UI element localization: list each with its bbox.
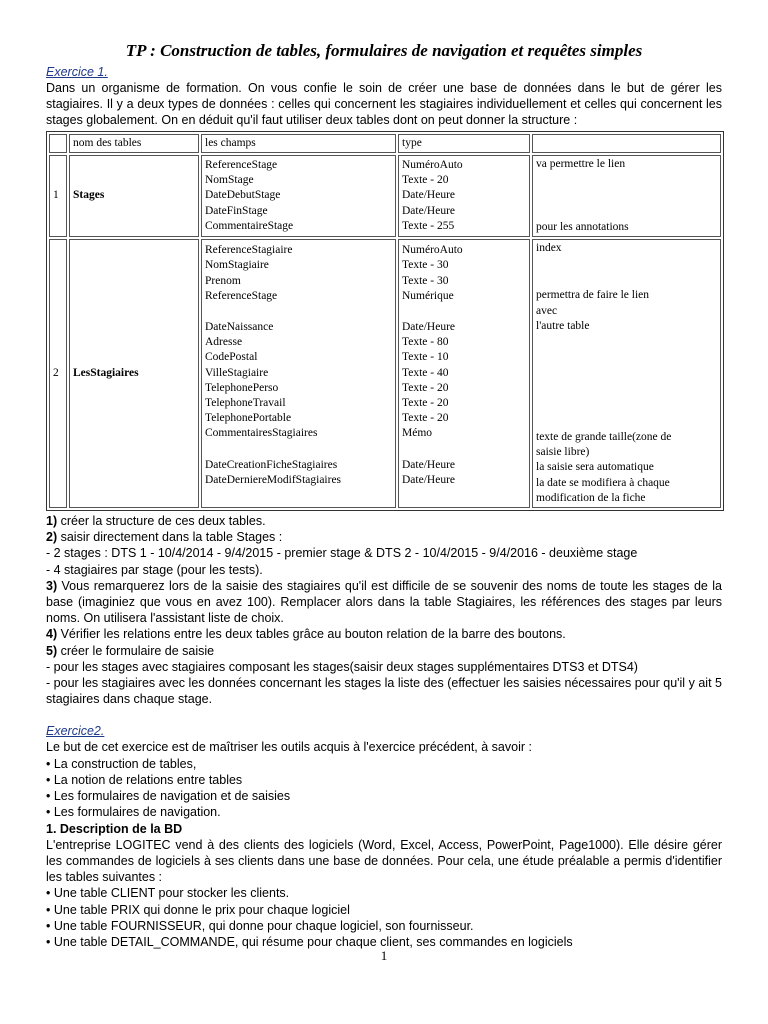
field-note-empty bbox=[536, 350, 717, 366]
field-note-empty bbox=[536, 382, 717, 398]
table-header-row bbox=[49, 134, 721, 153]
exercise-2-bullet: • La notion de relations entre tables bbox=[46, 772, 243, 787]
field-name: DateNaissance bbox=[205, 321, 274, 334]
types-cell-stagiaires bbox=[398, 239, 530, 508]
field-note: modification de la fiche bbox=[536, 491, 646, 504]
question-2 bbox=[46, 529, 722, 545]
table-row-stagiaires bbox=[49, 239, 721, 508]
field-name: CodePostal bbox=[205, 351, 258, 364]
field-name: Prenom bbox=[205, 274, 241, 287]
field-type: Texte - 20 bbox=[402, 397, 449, 410]
field-note-empty bbox=[536, 272, 717, 288]
field-note-empty bbox=[536, 334, 717, 350]
field-note: saisie libre) bbox=[536, 446, 590, 459]
field-note-empty bbox=[536, 188, 717, 204]
field-type: Date/Heure bbox=[402, 204, 455, 217]
field-type-empty bbox=[402, 304, 526, 320]
table-row-stages bbox=[49, 155, 721, 237]
table-list-item: • Une table CLIENT pour stocker les clients. bbox=[46, 886, 290, 901]
types-cell-stages bbox=[398, 155, 530, 237]
fields-cell-stages bbox=[201, 155, 396, 237]
field-name-empty bbox=[205, 442, 392, 458]
field-name: VilleStagiaire bbox=[205, 366, 269, 379]
field-note-empty bbox=[536, 414, 717, 430]
question-text: Vérifier les relations entre les deux tables grâce au bouton relation de la barre des boutons. bbox=[57, 627, 566, 642]
field-type: Texte - 40 bbox=[402, 366, 449, 379]
question-2-item-a: - 2 stages : DTS 1 - 10/4/2014 - 9/4/2015 - premier stage & DTS 2 - 10/4/2015 - 9/4/2016 - deuxième stage bbox=[46, 546, 638, 561]
header-cell-notes bbox=[532, 134, 721, 153]
field-note: pour les annotations bbox=[536, 221, 629, 234]
notes-cell-stagiaires bbox=[532, 239, 721, 508]
question-text: créer le formulaire de saisie bbox=[57, 643, 215, 658]
field-name: ReferenceStage bbox=[205, 289, 278, 302]
field-note: l'autre table bbox=[536, 319, 590, 332]
question-number: 5) bbox=[46, 643, 58, 658]
field-name: NomStage bbox=[205, 174, 254, 187]
field-note: index bbox=[536, 242, 562, 255]
document-title: TP : Construction de tables, formulaires de navigation et requêtes simples bbox=[125, 41, 643, 60]
question-4 bbox=[46, 626, 722, 642]
document-page bbox=[46, 40, 722, 950]
field-type-empty bbox=[402, 442, 526, 458]
row-number: 2 bbox=[49, 239, 67, 508]
field-note-empty bbox=[536, 398, 717, 414]
question-number: 2) bbox=[46, 530, 58, 545]
question-1 bbox=[46, 513, 722, 529]
question-number: 1) bbox=[46, 514, 58, 529]
field-type: Date/Heure bbox=[402, 458, 455, 471]
field-type-empty bbox=[402, 488, 526, 504]
field-name: ReferenceStagiaire bbox=[205, 244, 293, 257]
field-type: Mémo bbox=[402, 427, 433, 440]
question-text: créer la structure de ces deux tables. bbox=[57, 514, 266, 529]
table-list-item: • Une table DETAIL_COMMANDE, qui résume pour chaque client, ses commandes en logiciels bbox=[46, 934, 573, 949]
field-type: Numérique bbox=[402, 289, 454, 302]
table-list-item: • Une table FOURNISSEUR, qui donne pour chaque logiciel, son fournisseur. bbox=[46, 918, 474, 933]
section-heading-description: 1. Description de la BD bbox=[46, 821, 183, 836]
field-type: Texte - 20 bbox=[402, 381, 449, 394]
exercise-2-heading: Exercice2. bbox=[46, 724, 105, 739]
field-name: DateCreationFicheStagiaires bbox=[205, 458, 338, 471]
question-5 bbox=[46, 643, 722, 659]
question-number: 3) bbox=[46, 578, 58, 593]
exercise-2-description: L'entreprise LOGITEC vend à des clients des logiciels (Word, Excel, Access, PowerPoint, Page1000). Elle désire gérer les commandes de logiciels à ses clients dans une base de données. Pour cela, une étude préalable a permis d'identifier les tables suivantes : bbox=[46, 837, 722, 885]
row-number: 1 bbox=[49, 155, 67, 237]
field-type: Texte - 20 bbox=[402, 412, 449, 425]
exercise-2-intro: Le but de cet exercice est de maîtriser les outils acquis à l'exercice précédent, à savoir : bbox=[46, 740, 532, 755]
field-type: Date/Heure bbox=[402, 189, 455, 202]
field-note: la saisie sera automatique bbox=[536, 461, 654, 474]
header-cell-fields: les champs bbox=[201, 134, 396, 153]
question-2-item-b: - 4 stagiaires par stage (pour les tests). bbox=[46, 562, 263, 577]
page-number: 1 bbox=[380, 948, 388, 963]
field-type: Texte - 30 bbox=[402, 274, 449, 287]
field-note: la date se modifiera à chaque bbox=[536, 476, 670, 489]
field-type: Date/Heure bbox=[402, 473, 455, 486]
exercise-1-intro: Dans un organisme de formation. On vous confie le soin de créer une base de données dans le but de gérer les stagiaires. Il y a deux types de données : celles qui concernent les stagiaires individuellement et celles qui concernent les stages globalement. On en déduit qu'il faut utiliser deux tables dont on peut donner la structure : bbox=[46, 81, 722, 128]
field-note: va permettre le lien bbox=[536, 157, 626, 170]
notes-cell-stages bbox=[532, 155, 721, 237]
fields-cell-stagiaires bbox=[201, 239, 396, 508]
field-name: Adresse bbox=[205, 336, 243, 349]
field-type: Date/Heure bbox=[402, 321, 455, 334]
field-type: Texte - 10 bbox=[402, 351, 449, 364]
field-note-empty bbox=[536, 204, 717, 220]
field-type: Texte - 80 bbox=[402, 336, 449, 349]
field-type: NuméroAuto bbox=[402, 244, 463, 257]
question-5-item-a: - pour les stages avec stagiaires composant les stages(saisir deux stages supplémentaires DTS3 et DTS4) bbox=[46, 659, 638, 674]
field-note-empty bbox=[536, 256, 717, 272]
field-name: NomStagiaire bbox=[205, 259, 269, 272]
field-note: texte de grande taille(zone de bbox=[536, 431, 672, 444]
field-name: TelephoneTravail bbox=[205, 397, 286, 410]
question-3 bbox=[46, 578, 722, 627]
field-type: NuméroAuto bbox=[402, 159, 463, 171]
field-type: Texte - 20 bbox=[402, 174, 449, 187]
question-text: saisir directement dans la table Stages : bbox=[57, 530, 283, 545]
question-text: Vous remarquerez lors de la saisie des stagiaires qu'il est difficile de se souvenir des noms de toute les stages de la base (imaginiez que vous en avez 100). Remplacer alors dans la table Stagiaires, les références des stages par leurs noms. On utilisera l'assistant liste de choix. bbox=[46, 578, 722, 626]
section-spacer bbox=[46, 707, 722, 723]
field-note: avec bbox=[536, 304, 558, 317]
field-name: ReferenceStage bbox=[205, 159, 278, 171]
table-name-stagiaires: LesStagiaires bbox=[69, 239, 199, 508]
field-name: DateDerniereModifStagiaires bbox=[205, 473, 342, 486]
field-name: TelephonePortable bbox=[205, 412, 292, 425]
field-note-empty bbox=[536, 366, 717, 382]
table-list-item: • Une table PRIX qui donne le prix pour chaque logiciel bbox=[46, 902, 350, 917]
field-name: TelephonePerso bbox=[205, 381, 279, 394]
table-name-stages: Stages bbox=[69, 155, 199, 237]
field-name-empty bbox=[205, 304, 392, 320]
field-name: CommentaireStage bbox=[205, 219, 294, 232]
field-name: CommentairesStagiaires bbox=[205, 427, 318, 440]
header-cell-num bbox=[49, 134, 67, 153]
header-cell-table-name: nom des tables bbox=[69, 134, 199, 153]
question-number: 4) bbox=[46, 627, 58, 642]
field-name: DateDebutStage bbox=[205, 189, 281, 202]
field-name: DateFinStage bbox=[205, 204, 268, 217]
question-5-item-b: - pour les stagiaires avec les données concernant les stages la liste des (effectuer les saisies nécessaires pour qu'il y ait 5 stagiaires dans chaque stage. bbox=[46, 676, 722, 707]
field-type: Texte - 30 bbox=[402, 259, 449, 272]
field-note-empty bbox=[536, 172, 717, 188]
structure-table bbox=[46, 131, 724, 511]
field-note: permettra de faire le lien bbox=[536, 289, 650, 302]
exercise-2-bullet: • Les formulaires de navigation. bbox=[46, 805, 221, 820]
field-type: Texte - 255 bbox=[402, 219, 455, 232]
exercise-2-bullet: • Les formulaires de navigation et de saisies bbox=[46, 789, 291, 804]
exercise-2-bullet: • La construction de tables, bbox=[46, 756, 197, 771]
exercise-1-heading: Exercice 1. bbox=[46, 65, 108, 79]
field-name-empty bbox=[205, 488, 392, 504]
header-cell-type: type bbox=[398, 134, 530, 153]
